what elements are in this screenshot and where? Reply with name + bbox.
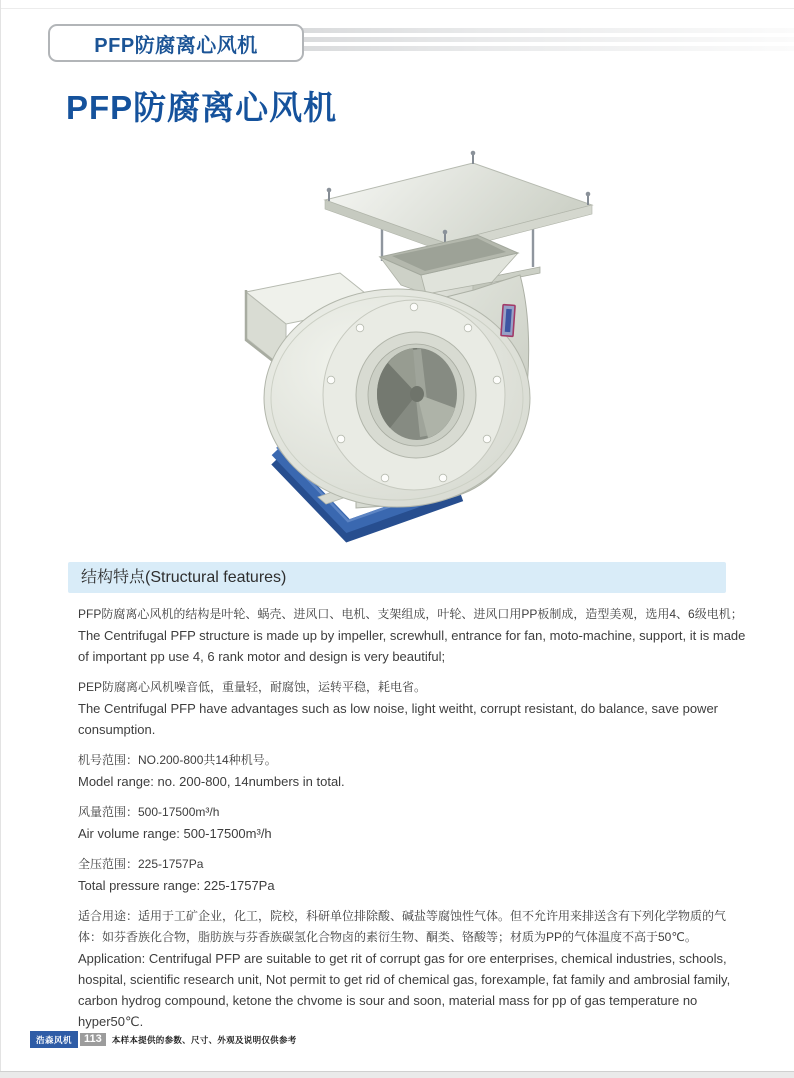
model-range-zh: 机号范围：NO.200-800共14种机号。	[78, 753, 277, 767]
page-title: PFP防腐离心风机	[66, 89, 338, 126]
structure-zh: PFP防腐离心风机的结构是叶轮、蜗壳、进风口、电机、支架组成，叶轮、进风口用PP板制成，造型美观，选用4、6级电机；	[78, 607, 743, 621]
model-range-paragraph	[78, 750, 748, 792]
air-volume-paragraph	[78, 802, 748, 844]
rain-cap	[325, 151, 592, 252]
air-volume-zh: 风量范围：500-17500m³/h	[78, 805, 220, 819]
product-label	[501, 305, 515, 337]
footer-note: 本样本提供的参数、尺寸、外观及说明仅供参考	[111, 1034, 297, 1045]
inlet-impeller	[377, 348, 457, 440]
header-tab	[48, 24, 304, 62]
advantages-en: The Centrifugal PFP have advantages such as low noise, light weitht, corrupt resistant, do balance, save power consumption.	[78, 701, 719, 737]
pressure-zh: 全压范围：225-1757Pa	[78, 857, 204, 871]
model-range-en: Model range: no. 200-800, 14numbers in total.	[78, 774, 345, 789]
section-heading-bar	[68, 562, 726, 593]
air-volume-en: Air volume range: 500-17500m³/h	[78, 826, 272, 841]
page-top-hairline	[0, 8, 794, 9]
application-en: Application: Centrifugal PFP are suitable to get rit of corrupt gas for ore enterprises, chemical industries, schools, hospital, scientific research unit, Not permit to get rid of chemical gas, forexample, fat family and ambrosial family, carbon hydrog compound, ketone the chvome is sour and soon, material mass for pp of gas temperature no hyper50℃.	[78, 951, 731, 1029]
structure-en: The Centrifugal PFP structure is made up by impeller, screwhull, entrance for fan, moto-machine, support, it is made of important pp use 4, 6 rank motor and design is very beautiful;	[78, 628, 746, 664]
structure-paragraph	[78, 604, 748, 667]
advantages-zh: PEP防腐离心风机噪音低，重量轻，耐腐蚀，运转平稳，耗电省。	[78, 680, 427, 694]
section-heading: 结构特点(Structural features)	[81, 569, 287, 586]
page-left-edge	[0, 0, 1, 1078]
body-text	[78, 604, 748, 1042]
application-zh: 适合用途：适用于工矿企业，化工，院校，科研单位排除酸、碱盐等腐蚀性气体。但不允许用来排送含有下列化学物质的气体：如芬香族化合物，脂肪族与芬香族碳氢化合物卤的素衍生物、酮类、铬酸等；材质为PP的气体温度不高于50℃。	[78, 909, 727, 944]
page-number-badge: 113	[80, 1033, 106, 1047]
advantages-paragraph	[78, 677, 748, 740]
application-paragraph	[78, 906, 748, 1032]
page-bottom-edge	[0, 1071, 794, 1078]
header-tab-label: PFP防腐离心风机	[94, 34, 258, 57]
page-footer	[30, 1031, 297, 1048]
pressure-paragraph	[78, 854, 748, 896]
product-image	[230, 145, 650, 545]
pressure-en: Total pressure range: 225-1757Pa	[78, 878, 275, 893]
brand-badge: 浩森风机	[30, 1031, 78, 1048]
